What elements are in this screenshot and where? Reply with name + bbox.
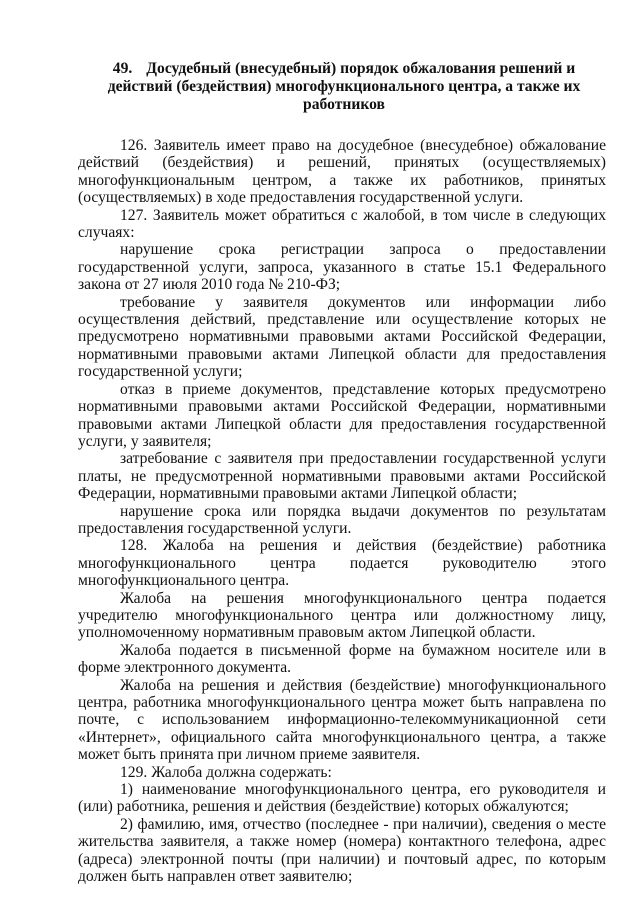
case-fee-demand: затребование с заявителя при предоставлении государственной услуги платы, не предусмотренной нормативными правовыми актами Российской Федерации, нормативными правовыми актами Липецкой области;: [78, 450, 606, 503]
case-registration-deadline: нарушение срока регистрации запроса о предоставлении государственной услуги, запроса, указанного в статье 15.1 Федерального закона от 27 июля 2010 года № 210-ФЗ;: [78, 241, 606, 294]
complaint-channels: Жалоба на решения и действия (бездействие) многофункционального центра, работника многофункционального центра может быть направлена по почте, с использованием информационно-телекоммуникационной сети «Интернет», официального сайта многофункционального центра, а также может быть принята при личном приеме заявителя.: [78, 676, 606, 764]
section-title: Досудебный (внесудебный) порядок обжалования решений и действий (бездействия) многофункционального центра, а также их работников: [107, 60, 581, 113]
paragraph-127: 127. Заявитель может обратиться с жалобой, в том числе в следующих случаях:: [78, 206, 606, 242]
case-extra-documents: требование у заявителя документов или информации либо осуществления действий, представление или осуществление которых не предусмотрено нормативными правовыми актами Российской Федерации, нормативными правовыми актами Липецкой области для предоставления государственной услуги;: [78, 293, 606, 381]
paragraph-126: 126. Заявитель имеет право на досудебное (внесудебное) обжалование действий (бездействия) и решений, принятых (осуществляемых) многофункциональным центром, а также их работников, принятых (осуществляемых) в ходе предоставления государственной услуги.: [78, 137, 606, 207]
complaint-to-founder: Жалоба на решения многофункционального центра подается учредителю многофункционального центра или должностному лицу, уполномоченному нормативным правовым актом Липецкой области.: [78, 589, 606, 642]
case-refusal-of-documents: отказ в приеме документов, представление которых предусмотрено нормативными правовыми актами Российской Федерации, нормативными правовыми актами Липецкой области для предоставления государственной услуги, у заявителя;: [78, 380, 606, 450]
content-item-2: 2) фамилию, имя, отчество (последнее - при наличии), сведения о месте жительства заявителя, а также номер (номера) контактного телефона, адрес (адреса) электронной почты (при наличии) и почтовый адрес, по которым должен быть направлен ответ заявителю;: [78, 815, 606, 886]
section-heading: [78, 60, 606, 114]
content-item-1: 1) наименование многофункционального центра, его руководителя и (или) работника, решения и действия (бездействие) которых обжалуются;: [78, 781, 606, 816]
complaint-form: Жалоба подается в письменной форме на бумажном носителе или в форме электронного документа.: [78, 641, 606, 677]
paragraph-129: 129. Жалоба должна содержать:: [120, 763, 332, 781]
case-issuance-violation: нарушение срока или порядка выдачи документов по результатам предоставления государственной услуги.: [78, 502, 606, 537]
section-number: 49.: [112, 60, 133, 77]
paragraph-128: 128. Жалоба на решения и действия (бездействие) работника многофункционального центра подается руководителю этого многофункционального центра.: [78, 537, 606, 590]
